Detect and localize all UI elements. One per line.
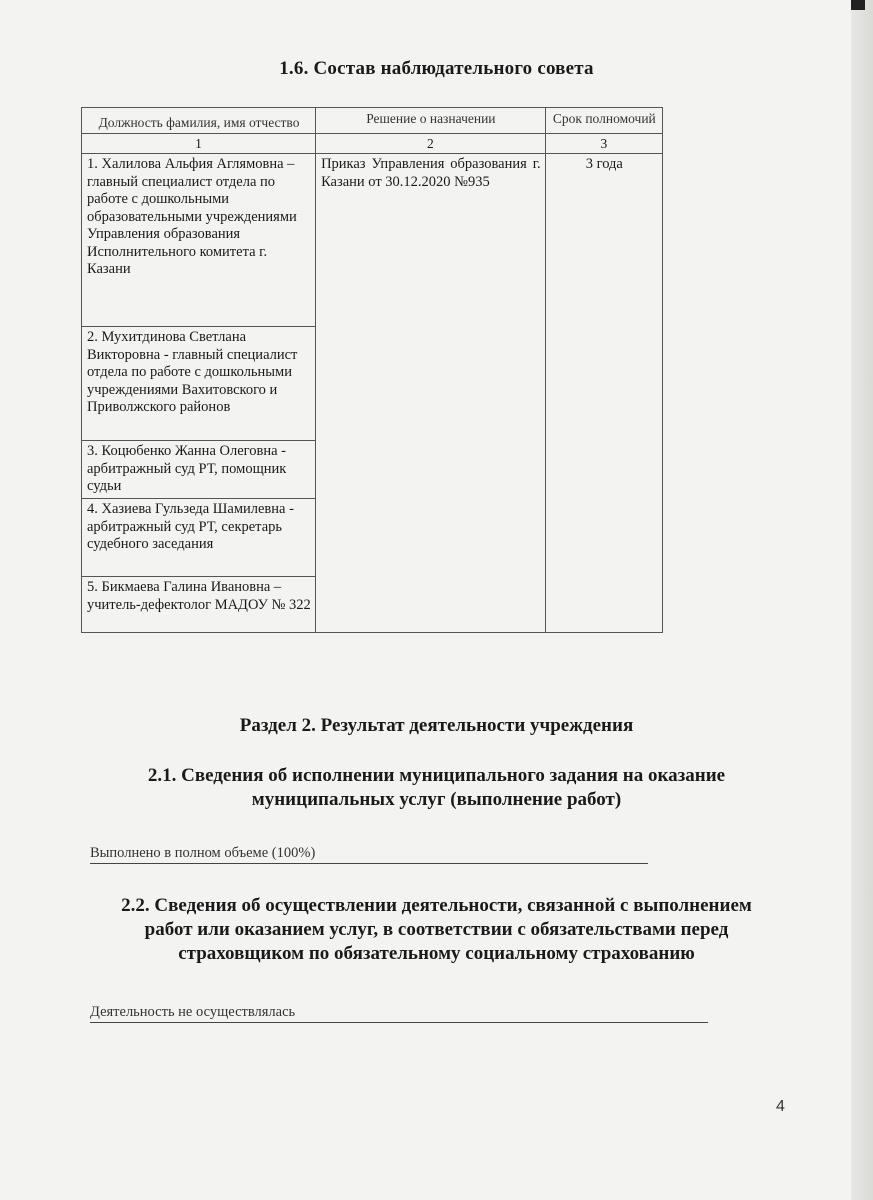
binder-mark xyxy=(851,0,865,10)
column-number: 1 xyxy=(82,133,316,154)
appointment-decision: Приказ Управления образования г. Казани от 30.12.2020 №935 xyxy=(316,154,546,633)
member-5: 5. Бикмаева Галина Ивановна – учитель-дефектолог МАДОУ № 322 xyxy=(82,577,316,633)
member-3: 3. Коцюбенко Жанна Олеговна - арбитражный суд РТ, помощник судьи xyxy=(82,441,316,499)
page-number: 4 xyxy=(776,1098,785,1115)
table-header-row xyxy=(82,108,663,134)
section-2-1-title: 2.1. Сведения об исполнении муниципального задания на оказание муниципальных услуг (выполнение работ) xyxy=(147,765,726,810)
section-2-2-answer: Деятельность не осуществлялась xyxy=(90,1004,708,1023)
member-1: 1. Халилова Альфия Аглямовна – главный специалист отдела по работе с дошкольными образовательными учреждениями Управления образования Исполнительного комитета г. Казани xyxy=(82,154,316,327)
term-of-office: 3 года xyxy=(545,154,662,633)
section-2-2-title: 2.2. Сведения об осуществлении деятельности, связанной с выполнением работ или оказанием услуг, в соответствии с обязательствами перед страховщиком по обязательному социальному страхованию xyxy=(121,895,752,964)
column-number-row xyxy=(82,133,663,154)
header-term: Срок полномочий xyxy=(545,108,662,134)
section-1-6-title: 1.6. Состав наблюдательного совета xyxy=(279,58,594,79)
member-4: 4. Хазиева Гульзеда Шамилевна - арбитражный суд РТ, секретарь судебного заседания xyxy=(82,499,316,577)
member-2: 2. Мухитдинова Светлана Викторовна - главный специалист отдела по работе с дошкольными учреждениями Вахитовского и Приволжского районов xyxy=(82,327,316,441)
header-position: Должность фамилия, имя отчество xyxy=(82,108,316,134)
section-2-title: Раздел 2. Результат деятельности учреждения xyxy=(239,715,634,736)
section-2-1-answer: Выполнено в полном объеме (100%) xyxy=(90,845,648,864)
table-row xyxy=(82,154,663,327)
header-decision: Решение о назначении xyxy=(316,108,546,134)
column-number: 2 xyxy=(316,133,546,154)
council-table xyxy=(81,107,663,633)
column-number: 3 xyxy=(545,133,662,154)
page-edge xyxy=(851,0,873,1200)
